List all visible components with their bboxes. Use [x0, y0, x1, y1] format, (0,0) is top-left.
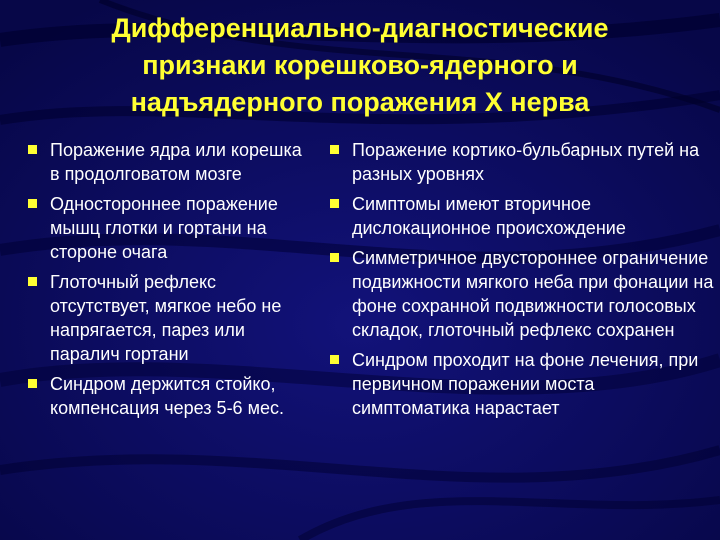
list-item-text: Поражение кортико-бульбарных путей на разных уровнях	[352, 140, 700, 184]
list-item	[28, 192, 313, 264]
square-bullet-icon	[28, 379, 37, 388]
list-item-text: Синдром держится стойко, компенсация через 5-6 мес.	[50, 374, 284, 418]
title-line: Дифференциально-диагностические	[111, 13, 609, 43]
list-item-text: Глоточный рефлекс отсутствует, мягкое небо не напрягается, парез или паралич гортани	[50, 272, 282, 364]
square-bullet-icon	[330, 355, 339, 364]
square-bullet-icon	[28, 277, 37, 286]
left-bullet-list	[28, 138, 313, 426]
list-item	[330, 138, 715, 186]
square-bullet-icon	[28, 199, 37, 208]
list-item	[28, 138, 313, 186]
list-item-text: Поражение ядра или корешка в продолговатом мозге	[50, 140, 302, 184]
square-bullet-icon	[28, 145, 37, 154]
list-item-text: Синдром проходит на фоне лечения, при первичном поражении моста симптоматика нарастает	[352, 350, 699, 418]
list-item-text: Симптомы имеют вторичное дислокационное происхождение	[352, 194, 626, 238]
title-line: признаки корешково-ядерного и	[142, 50, 578, 80]
list-item	[330, 348, 715, 420]
square-bullet-icon	[330, 199, 339, 208]
right-bullet-list	[330, 138, 715, 426]
list-item	[330, 246, 715, 342]
list-item	[28, 372, 313, 420]
square-bullet-icon	[330, 253, 339, 262]
title-line: надъядерного поражения X нерва	[130, 87, 590, 117]
list-item-text: Симметричное двустороннее ограничение подвижности мягкого неба при фонации на фоне сохранной подвижности голосовых складок, глоточный рефлекс сохранен	[352, 248, 714, 340]
list-item	[28, 270, 313, 366]
list-item	[330, 192, 715, 240]
list-item-text: Одностороннее поражение мышц глотки и гортани на стороне очага	[50, 194, 278, 262]
square-bullet-icon	[330, 145, 339, 154]
slide-title	[0, 10, 720, 121]
